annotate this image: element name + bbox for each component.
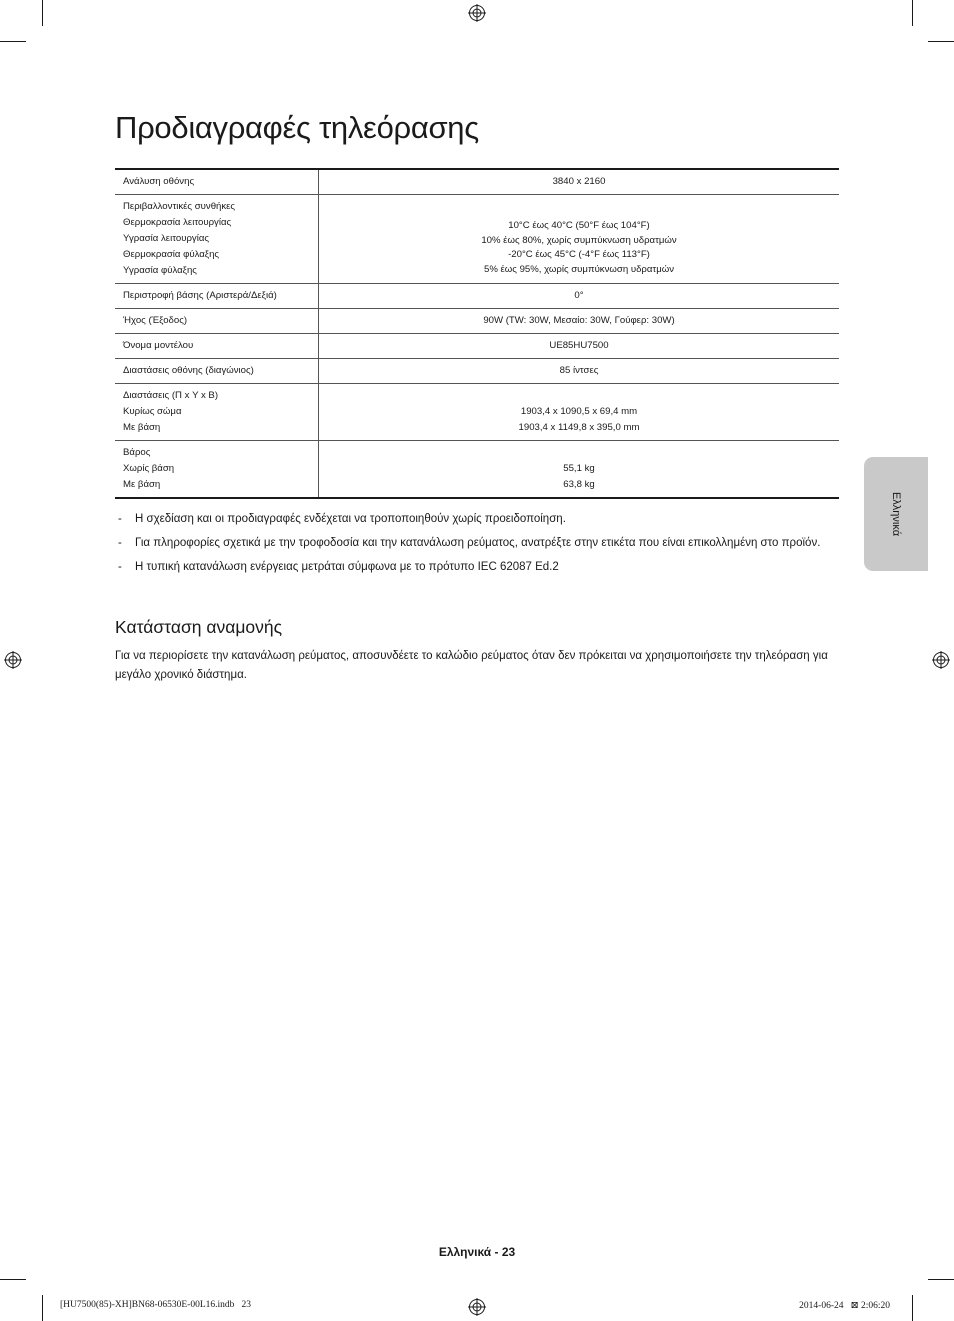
spec-value-line: 5% έως 95%, χωρίς συμπύκνωση υδρατμών [483,263,675,275]
spec-value-line: 0° [574,290,584,301]
spec-value [319,359,840,384]
spec-label-line: Βάρος [123,447,151,458]
spec-value [319,195,840,284]
spec-label-line: Χωρίς βάση [123,463,175,474]
spec-label-line: Υγρασία φύλαξης [123,265,197,276]
note-text: Η τυπική κατανάλωση ενέργειας μετράται σύμφωνα με το πρότυπο IEC 62087 Ed.2 [135,561,559,573]
spec-label [115,195,319,284]
crop-mark [928,1279,954,1280]
spec-label [115,309,319,334]
spec-value-line: 63,8 kg [563,479,595,490]
spec-label-line: Με βάση [123,422,161,433]
crop-mark [0,41,26,42]
note-bullet: - [118,537,122,549]
list-item [115,510,839,529]
registration-mark-icon [468,1298,486,1316]
spec-label-line: Όνομα μοντέλου [123,340,194,351]
registration-mark-icon [468,4,486,22]
crop-mark [912,1295,913,1321]
list-item [115,534,839,553]
spec-value [319,169,840,195]
table-row [115,284,839,309]
spec-value [319,284,840,309]
spec-value-line: 1903,4 x 1090,5 x 69,4 mm [520,406,638,417]
registration-mark-icon [932,651,950,669]
spec-label-line: Θερμοκρασία φύλαξης [123,249,220,260]
spec-value-line: 1903,4 x 1149,8 x 395,0 mm [518,422,640,433]
spec-label-line: Ανάλυση οθόνης [123,176,195,187]
spec-value-line: -20°C έως 45°C (-4°F έως 113°F) [508,249,650,260]
registration-mark-icon [4,651,22,669]
spec-label-line: Διαστάσεις οθόνης (διαγώνιος) [123,365,254,376]
crop-mark [42,1295,43,1321]
spec-value [319,309,840,334]
spec-label-line: Με βάση [123,479,161,490]
spec-label [115,384,319,441]
spec-value-line: 10°C έως 40°C (50°F έως 104°F) [508,220,650,231]
spec-label-line: Υγρασία λειτουργίας [123,233,210,244]
crop-mark [912,0,913,26]
spec-label-line: Κυρίως σώμα [123,406,182,417]
section-paragraph: Για να περιορίσετε την κατανάλωση ρεύματος, αποσυνδέετε το καλώδιο ρεύματος όταν δεν πρόκειται να χρησιμοποιήσετε την τηλεόραση για μεγάλο χρονικό διάστημα. [115,650,828,681]
spec-value-line: UE85HU7500 [549,340,609,351]
table-row [115,309,839,334]
language-side-tab [864,457,928,571]
spec-label-line: Ήχος (Έξοδος) [123,315,188,326]
section-heading: Κατάσταση αναμονής [115,617,283,637]
crop-mark [0,1279,26,1280]
table-row [115,169,839,195]
spec-label [115,169,319,195]
spec-value [319,441,840,499]
note-bullet: - [118,561,122,573]
crop-mark [928,41,954,42]
page-title: Προδιαγραφές τηλεόρασης [115,110,479,145]
note-text: Η σχεδίαση και οι προδιαγραφές ενδέχεται να τροποποιηθούν χωρίς προειδοποίηση. [135,513,566,525]
spec-label-line: Διαστάσεις (Π x Υ x Β) [123,390,219,401]
note-text: Για πληροφορίες σχετικά με την τροφοδοσία και την κατανάλωση ρεύματος, ανατρέξτε στην ετικέτα που είναι επικολλημένη στο προϊόν. [135,537,821,549]
spec-label [115,441,319,499]
spec-label [115,334,319,359]
table-row [115,195,839,284]
spec-value-line: 90W (TW: 30W, Μεσαίο: 30W, Γούφερ: 30W) [483,315,675,326]
language-tab-label: Ελληνικά [890,491,902,537]
notes-list [115,510,839,582]
spec-label-line: Περιστροφή βάσης (Αριστερά/Δεξιά) [123,290,277,301]
table-row [115,334,839,359]
spec-value-line: 3840 x 2160 [552,176,606,187]
spec-label-line: Περιβαλλοντικές συνθήκες [123,201,236,212]
table-row [115,441,839,499]
table-row [115,384,839,441]
note-bullet: - [118,513,122,525]
spec-value [319,334,840,359]
spec-value [319,384,840,441]
spec-table [115,168,839,499]
table-row [115,359,839,384]
list-item [115,558,839,577]
imprint-right: 2014-06-24 ⊠ 2:06:20 [799,1301,890,1311]
spec-value-line: 55,1 kg [563,463,595,474]
crop-mark [42,0,43,26]
page-number: Ελληνικά - 23 [438,1245,516,1259]
spec-label [115,284,319,309]
imprint-left: [HU7500(85)-XH]BN68-06530E-00L16.indb 23 [60,1300,252,1310]
spec-label [115,359,319,384]
spec-value-line: 85 ίντσες [559,365,599,376]
spec-label-line: Θερμοκρασία λειτουργίας [123,217,232,228]
spec-value-line: 10% έως 80%, χωρίς συμπύκνωση υδρατμών [481,234,677,246]
